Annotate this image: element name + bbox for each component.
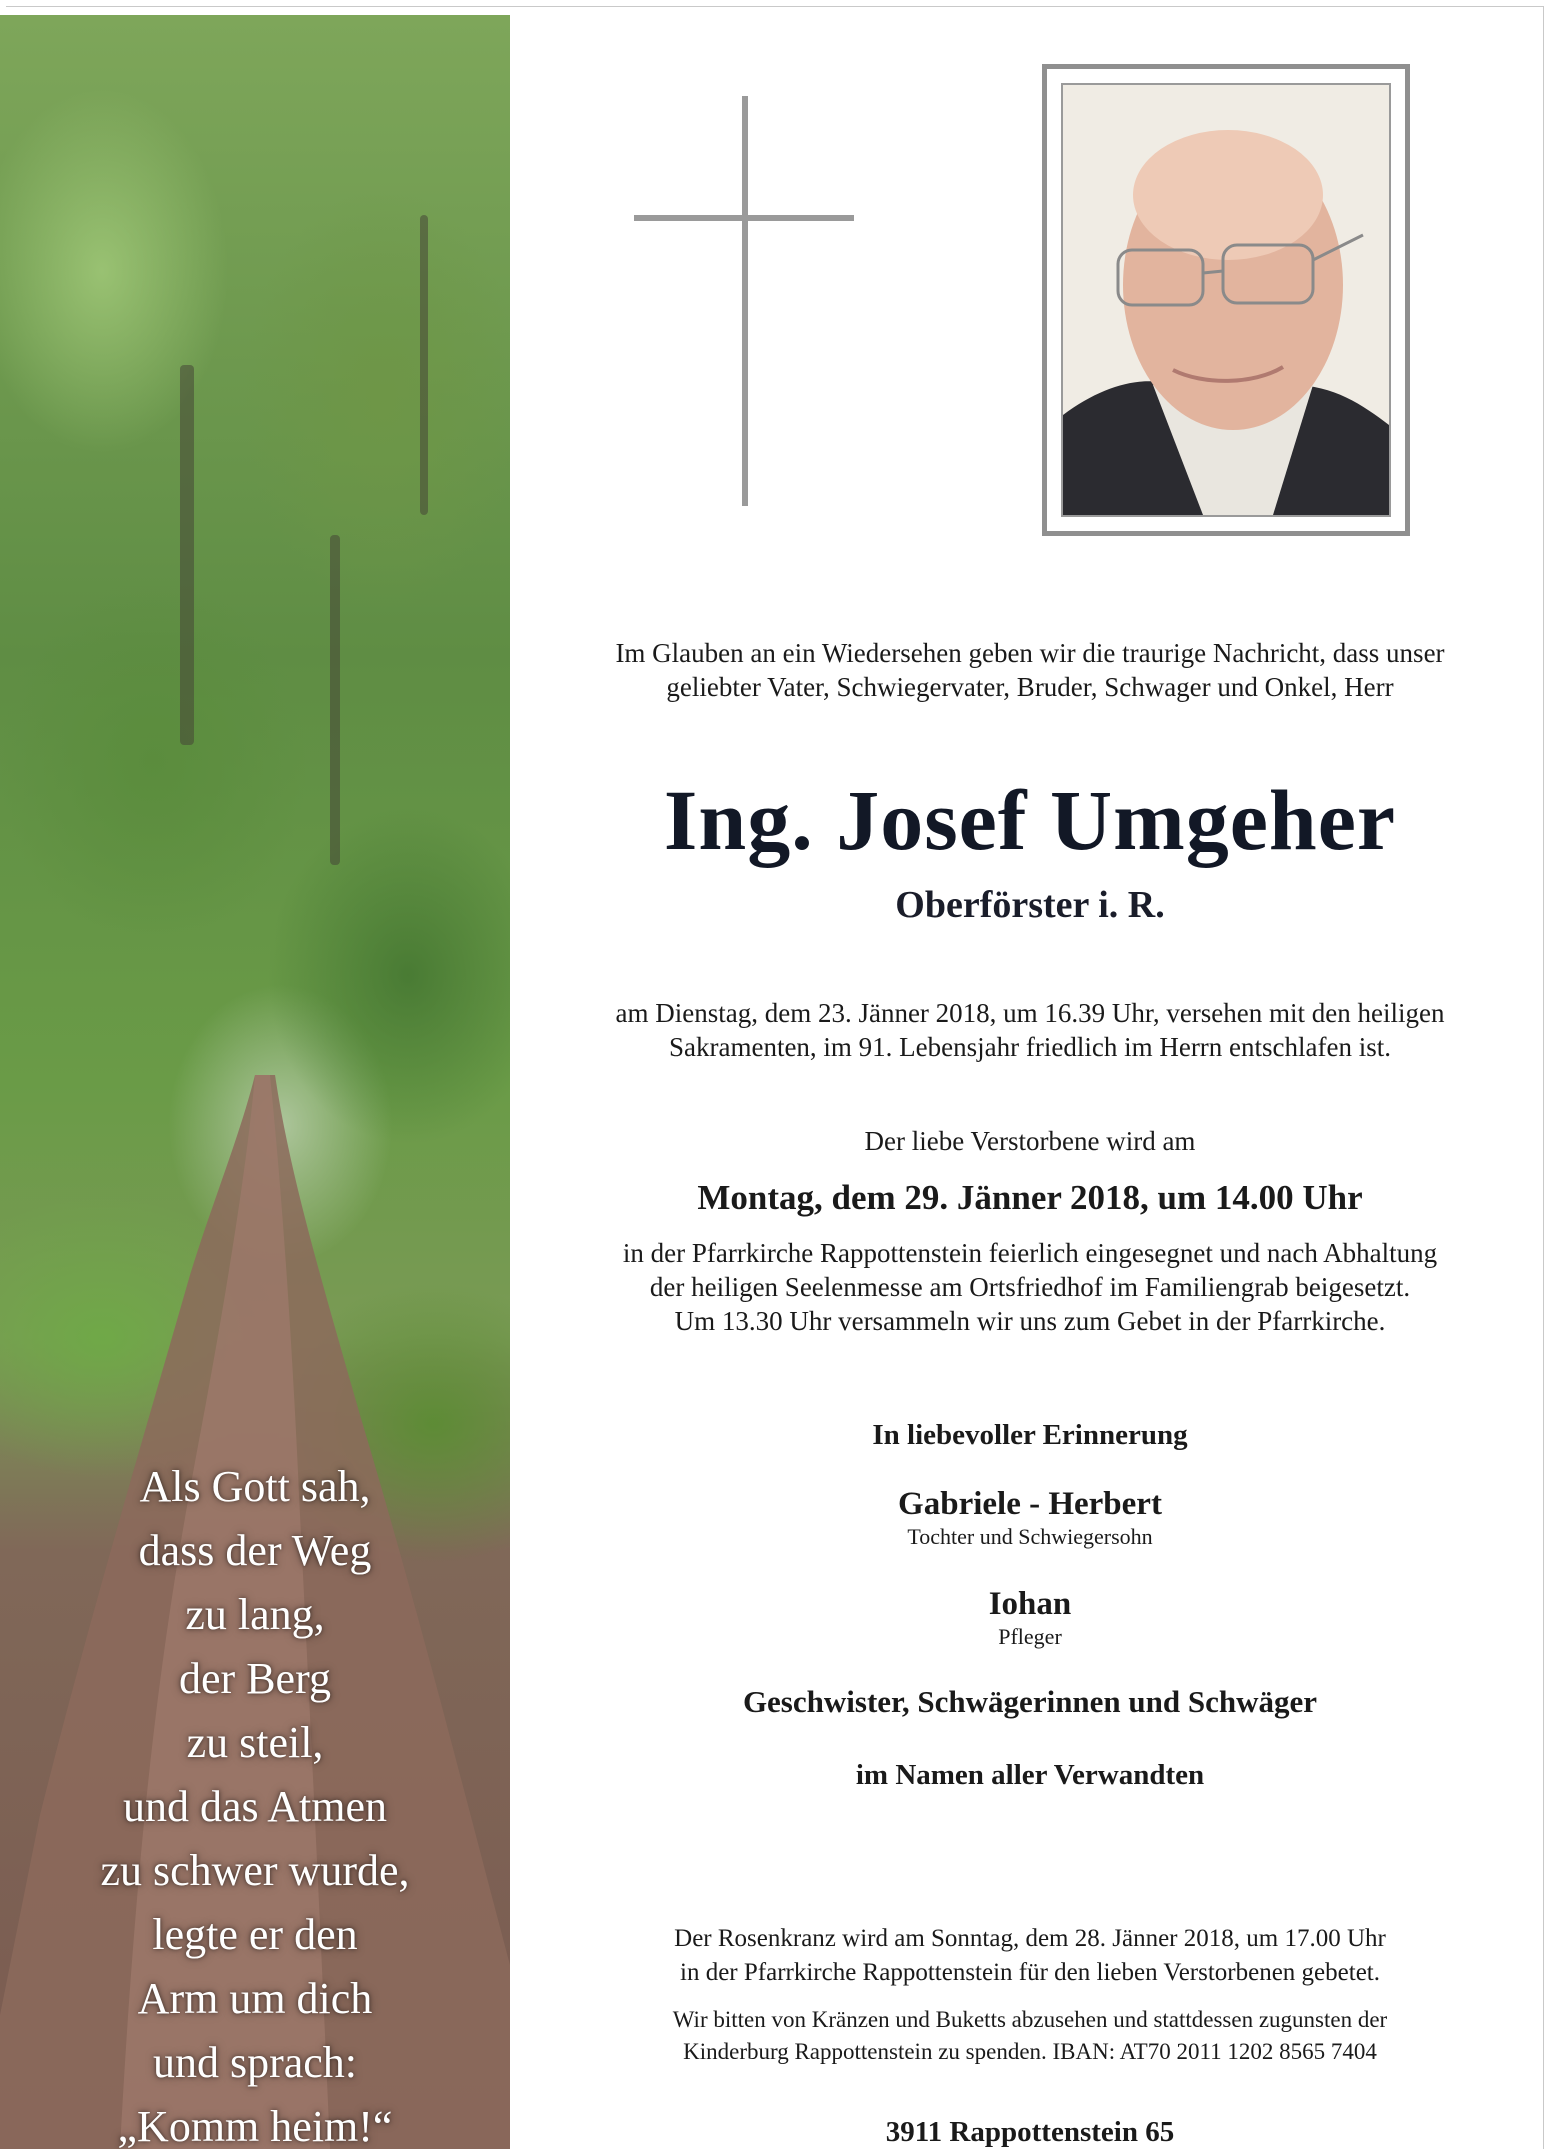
poem-line: Arm um dich	[137, 1974, 373, 2023]
funeral-date: Montag, dem 29. Jänner 2018, um 14.00 Uhr	[697, 1178, 1363, 1217]
mourner-entry	[540, 1584, 1520, 1650]
funeral-line: in der Pfarrkirche Rappottenstein feierlich eingesegnet und nach Abhaltung	[622, 1238, 1438, 1268]
memory-heading: In liebevoller Erinnerung	[872, 1419, 1188, 1451]
poem-line: dass der Weg	[138, 1526, 372, 1575]
donation-line: Wir bitten von Kränzen und Buketts abzusehen und stattdessen zugunsten der	[672, 2007, 1388, 2032]
address: 3911 Rappottenstein 65	[885, 2116, 1175, 2148]
donation-line: Kinderburg Rappottenstein zu spenden. IBAN: AT70 2011 1202 8565 7404	[683, 2039, 1377, 2064]
intro-text	[540, 636, 1520, 704]
donation-notice	[540, 2004, 1520, 2068]
funeral-line: Um 13.30 Uhr versammeln wir uns zum Gebet in der Pfarrkirche.	[674, 1306, 1386, 1336]
mourner-relatives: im Namen aller Verwandten	[855, 1759, 1205, 1791]
portrait-figure	[1063, 85, 1389, 515]
forest-path-image	[0, 15, 510, 2149]
mourner-name: Iohan	[988, 1586, 1072, 1622]
page-border-top	[6, 6, 1544, 7]
poem-line: und sprach:	[152, 2038, 358, 2087]
page-border-right	[1543, 6, 1544, 2149]
mourner-role: Pfleger	[998, 1624, 1062, 1649]
rosary-notice	[540, 1922, 1520, 1990]
mourner-name: Gabriele - Herbert	[898, 1486, 1162, 1522]
mourner-siblings: Geschwister, Schwägerinnen und Schwäger	[742, 1684, 1318, 1719]
intro-line: Im Glauben an ein Wiedersehen geben wir die traurige Nachricht, dass unser	[615, 638, 1445, 668]
poem	[0, 1455, 510, 2149]
cross-icon	[742, 96, 748, 506]
poem-line: zu lang,	[185, 1590, 325, 1639]
deceased-name: Ing. Josef Umgeher	[663, 772, 1397, 868]
poem-line: zu schwer wurde,	[100, 1846, 410, 1895]
death-notice	[540, 996, 1520, 1064]
poem-line: zu steil,	[186, 1718, 324, 1767]
funeral-announce: Der liebe Verstorbene wird am	[864, 1126, 1196, 1156]
mourner-role: Tochter und Schwiegersohn	[907, 1524, 1153, 1549]
portrait-frame	[1042, 64, 1410, 536]
poem-line: der Berg	[179, 1654, 331, 1703]
poem-line: legte er den	[152, 1910, 358, 1959]
deceased-title: Oberförster i. R.	[895, 884, 1165, 926]
cross-icon-bar	[634, 215, 854, 221]
funeral-line: der heiligen Seelenmesse am Ortsfriedhof im Familiengrab beigesetzt.	[649, 1272, 1411, 1302]
poem-line: „Komm heim!“	[117, 2102, 393, 2149]
mourner-entry	[540, 1484, 1520, 1550]
portrait-photo	[1061, 83, 1391, 517]
funeral-details	[540, 1236, 1520, 1338]
rosary-line: in der Pfarrkirche Rappottenstein für den lieben Verstorbenen gebetet.	[680, 1959, 1380, 1986]
death-notice-line: am Dienstag, dem 23. Jänner 2018, um 16.39 Uhr, versehen mit den heiligen	[615, 998, 1445, 1028]
poem-line: und das Atmen	[123, 1782, 387, 1831]
rosary-line: Der Rosenkranz wird am Sonntag, dem 28. Jänner 2018, um 17.00 Uhr	[674, 1925, 1386, 1952]
poem-line: Als Gott sah,	[139, 1462, 371, 1511]
death-notice-line: Sakramenten, im 91. Lebensjahr friedlich im Herrn entschlafen ist.	[668, 1032, 1391, 1062]
intro-line: geliebter Vater, Schwiegervater, Bruder, Schwager und Onkel, Herr	[666, 672, 1394, 702]
